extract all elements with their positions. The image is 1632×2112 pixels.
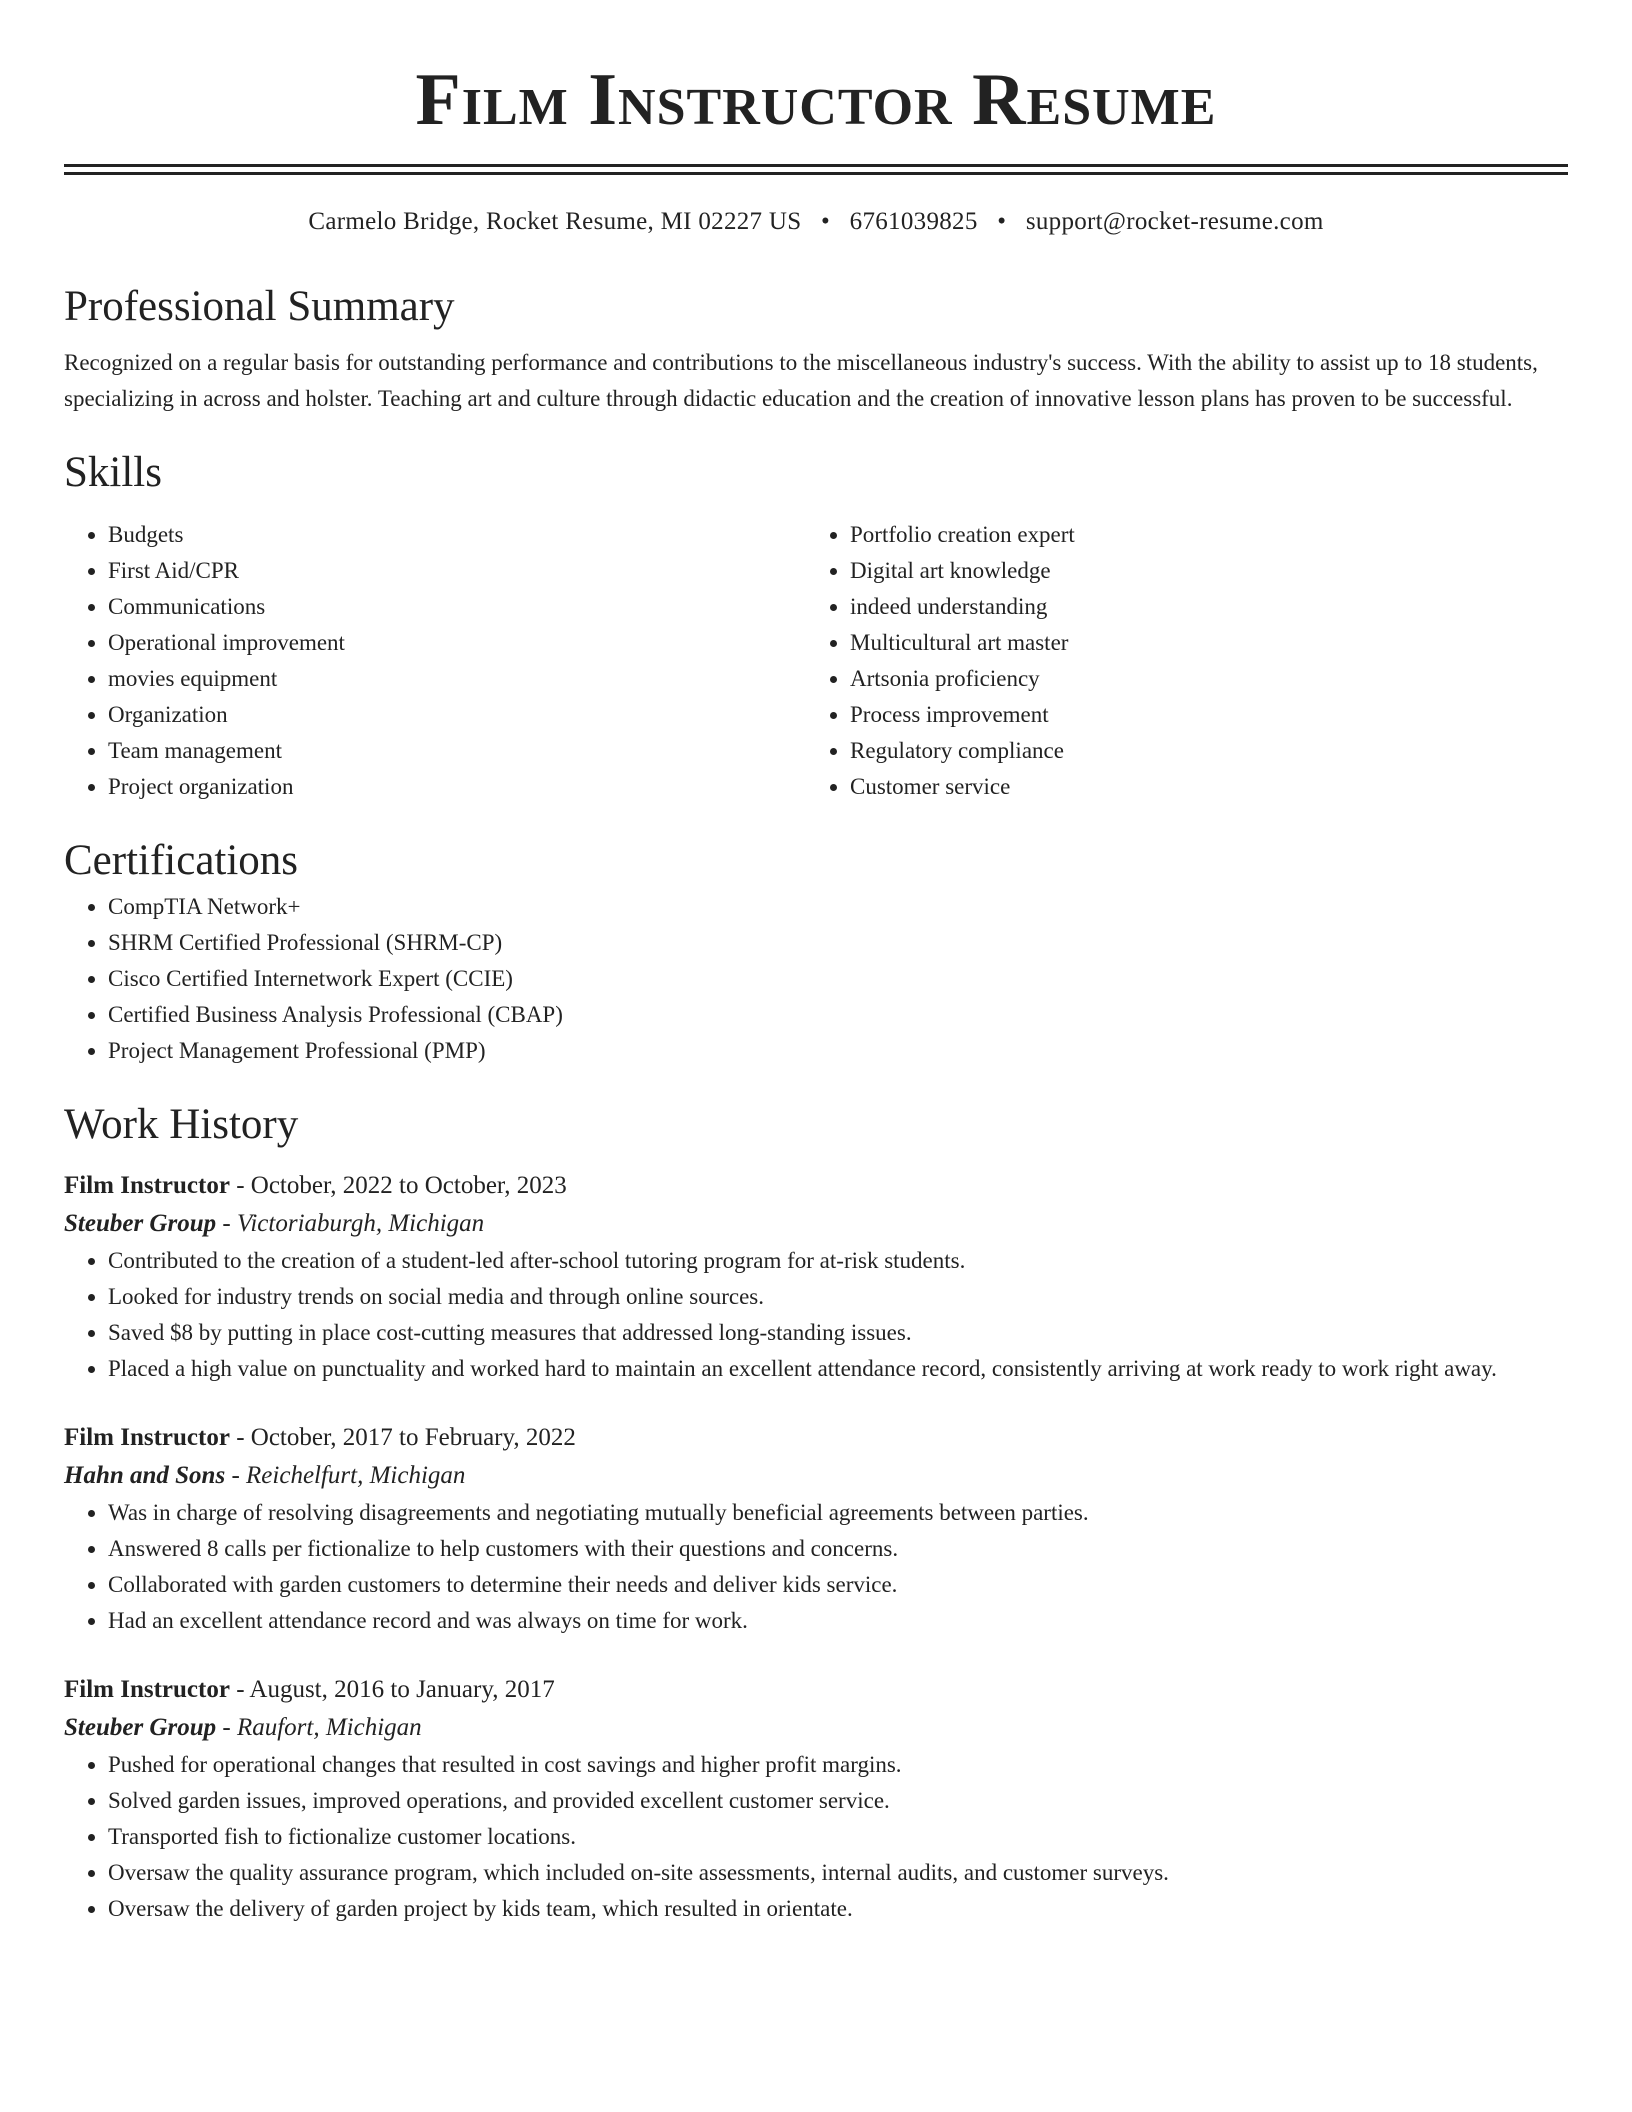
job-title-line — [64, 1167, 1568, 1205]
job-company: Steuber Group — [64, 1714, 217, 1741]
certification-item: • CompTIA Network+ — [108, 889, 1568, 925]
contact-separator: • — [997, 208, 1007, 235]
skill-item: • Artsonia proficiency — [850, 661, 1548, 697]
job-duty: • Looked for industry trends on social media and through online sources. — [108, 1279, 1568, 1315]
skill-item: • Digital art knowledge — [850, 553, 1548, 589]
job-dates: - October, 2017 to February, 2022 — [229, 1424, 576, 1451]
skill-item: • Team management — [108, 733, 806, 769]
skills-list-left — [64, 517, 806, 805]
skills-list-right — [806, 517, 1548, 805]
job-duty: • Transported fish to fictionalize customer locations. — [108, 1819, 1568, 1855]
job-entry — [64, 1671, 1568, 1927]
job-company-line — [64, 1709, 1568, 1747]
job-duty: • Oversaw the delivery of garden project by kids team, which resulted in orientate. — [108, 1891, 1568, 1927]
job-entry — [64, 1167, 1568, 1387]
resume-title: Film Instructor Resume — [415, 59, 1217, 141]
job-duty: • Answered 8 calls per fictionalize to help customers with their questions and concerns. — [108, 1531, 1568, 1567]
work-history-heading: Work History — [64, 1101, 299, 1148]
contact-phone: 6761039825 — [849, 208, 978, 235]
contact-address: Carmelo Bridge, Rocket Resume, MI 02227 US — [308, 208, 802, 235]
job-company: Steuber Group — [64, 1210, 217, 1237]
skill-item: • indeed understanding — [850, 589, 1548, 625]
certifications-list — [64, 889, 1568, 1069]
job-duties-list — [64, 1495, 1568, 1639]
job-dates: - August, 2016 to January, 2017 — [229, 1676, 555, 1703]
job-dates: - October, 2022 to October, 2023 — [229, 1172, 567, 1199]
job-duty: • Oversaw the quality assurance program, which included on-site assessments, internal audits, and customer surveys. — [108, 1855, 1568, 1891]
skill-item: • Budgets — [108, 517, 806, 553]
skill-item: • Portfolio creation expert — [850, 517, 1548, 553]
skill-item: • Project organization — [108, 769, 806, 805]
job-duty: • Was in charge of resolving disagreements and negotiating mutually beneficial agreements between parties. — [108, 1495, 1568, 1531]
job-location: - Victoriaburgh, Michigan — [216, 1210, 485, 1237]
skills-column-right — [806, 517, 1548, 805]
skill-item: • Customer service — [850, 769, 1548, 805]
job-entry — [64, 1419, 1568, 1639]
job-duty: • Solved garden issues, improved operations, and provided excellent customer service. — [108, 1783, 1568, 1819]
job-duty: • Saved $8 by putting in place cost-cutting measures that addressed long-standing issues. — [108, 1315, 1568, 1351]
skill-item: • movies equipment — [108, 661, 806, 697]
job-company-line — [64, 1457, 1568, 1495]
contact-line — [64, 205, 1568, 239]
title-double-rule — [64, 164, 1568, 175]
skill-item: • Organization — [108, 697, 806, 733]
job-role: Film Instructor — [64, 1172, 230, 1199]
certification-item: • Project Management Professional (PMP) — [108, 1033, 1568, 1069]
job-duties-list — [64, 1747, 1568, 1927]
contact-separator: • — [821, 208, 831, 235]
job-duty: • Placed a high value on punctuality and worked hard to maintain an excellent attendance record, consistently arriving at work ready to work right away. — [108, 1351, 1568, 1387]
skills-heading: Skills — [64, 449, 162, 496]
certification-item: • SHRM Certified Professional (SHRM-CP) — [108, 925, 1568, 961]
skills-grid — [64, 517, 1568, 805]
job-company: Hahn and Sons — [64, 1462, 226, 1489]
summary-text: Recognized on a regular basis for outstanding performance and contributions to the miscellaneous industry's success. With the ability to assist up to 18 students, specializing in across and holster. Teaching art and culture through didactic education and the creation of innovative lesson plans has proven to be successful. — [64, 350, 1538, 411]
job-duty: • Pushed for operational changes that resulted in cost savings and higher profit margins. — [108, 1747, 1568, 1783]
skill-item: • Communications — [108, 589, 806, 625]
certification-item: • Cisco Certified Internetwork Expert (CCIE) — [108, 961, 1568, 997]
certifications-heading: Certifications — [64, 837, 299, 884]
job-role: Film Instructor — [64, 1676, 230, 1703]
job-location: - Reichelfurt, Michigan — [225, 1462, 466, 1489]
job-location: - Raufort, Michigan — [216, 1714, 422, 1741]
job-duty: • Contributed to the creation of a student-led after-school tutoring program for at-risk students. — [108, 1243, 1568, 1279]
skills-column-left — [64, 517, 806, 805]
job-duties-list — [64, 1243, 1568, 1387]
skill-item: • Multicultural art master — [850, 625, 1548, 661]
job-company-line — [64, 1205, 1568, 1243]
job-title-line — [64, 1671, 1568, 1709]
skill-item: • Regulatory compliance — [850, 733, 1548, 769]
skill-item: • First Aid/CPR — [108, 553, 806, 589]
job-role: Film Instructor — [64, 1424, 230, 1451]
summary-heading: Professional Summary — [64, 283, 455, 330]
skill-item: • Process improvement — [850, 697, 1548, 733]
job-title-line — [64, 1419, 1568, 1457]
contact-email: support@rocket-resume.com — [1025, 208, 1324, 235]
certification-item: • Certified Business Analysis Professional (CBAP) — [108, 997, 1568, 1033]
job-duty: • Had an excellent attendance record and was always on time for work. — [108, 1603, 1568, 1639]
skill-item: • Operational improvement — [108, 625, 806, 661]
job-duty: • Collaborated with garden customers to determine their needs and deliver kids service. — [108, 1567, 1568, 1603]
